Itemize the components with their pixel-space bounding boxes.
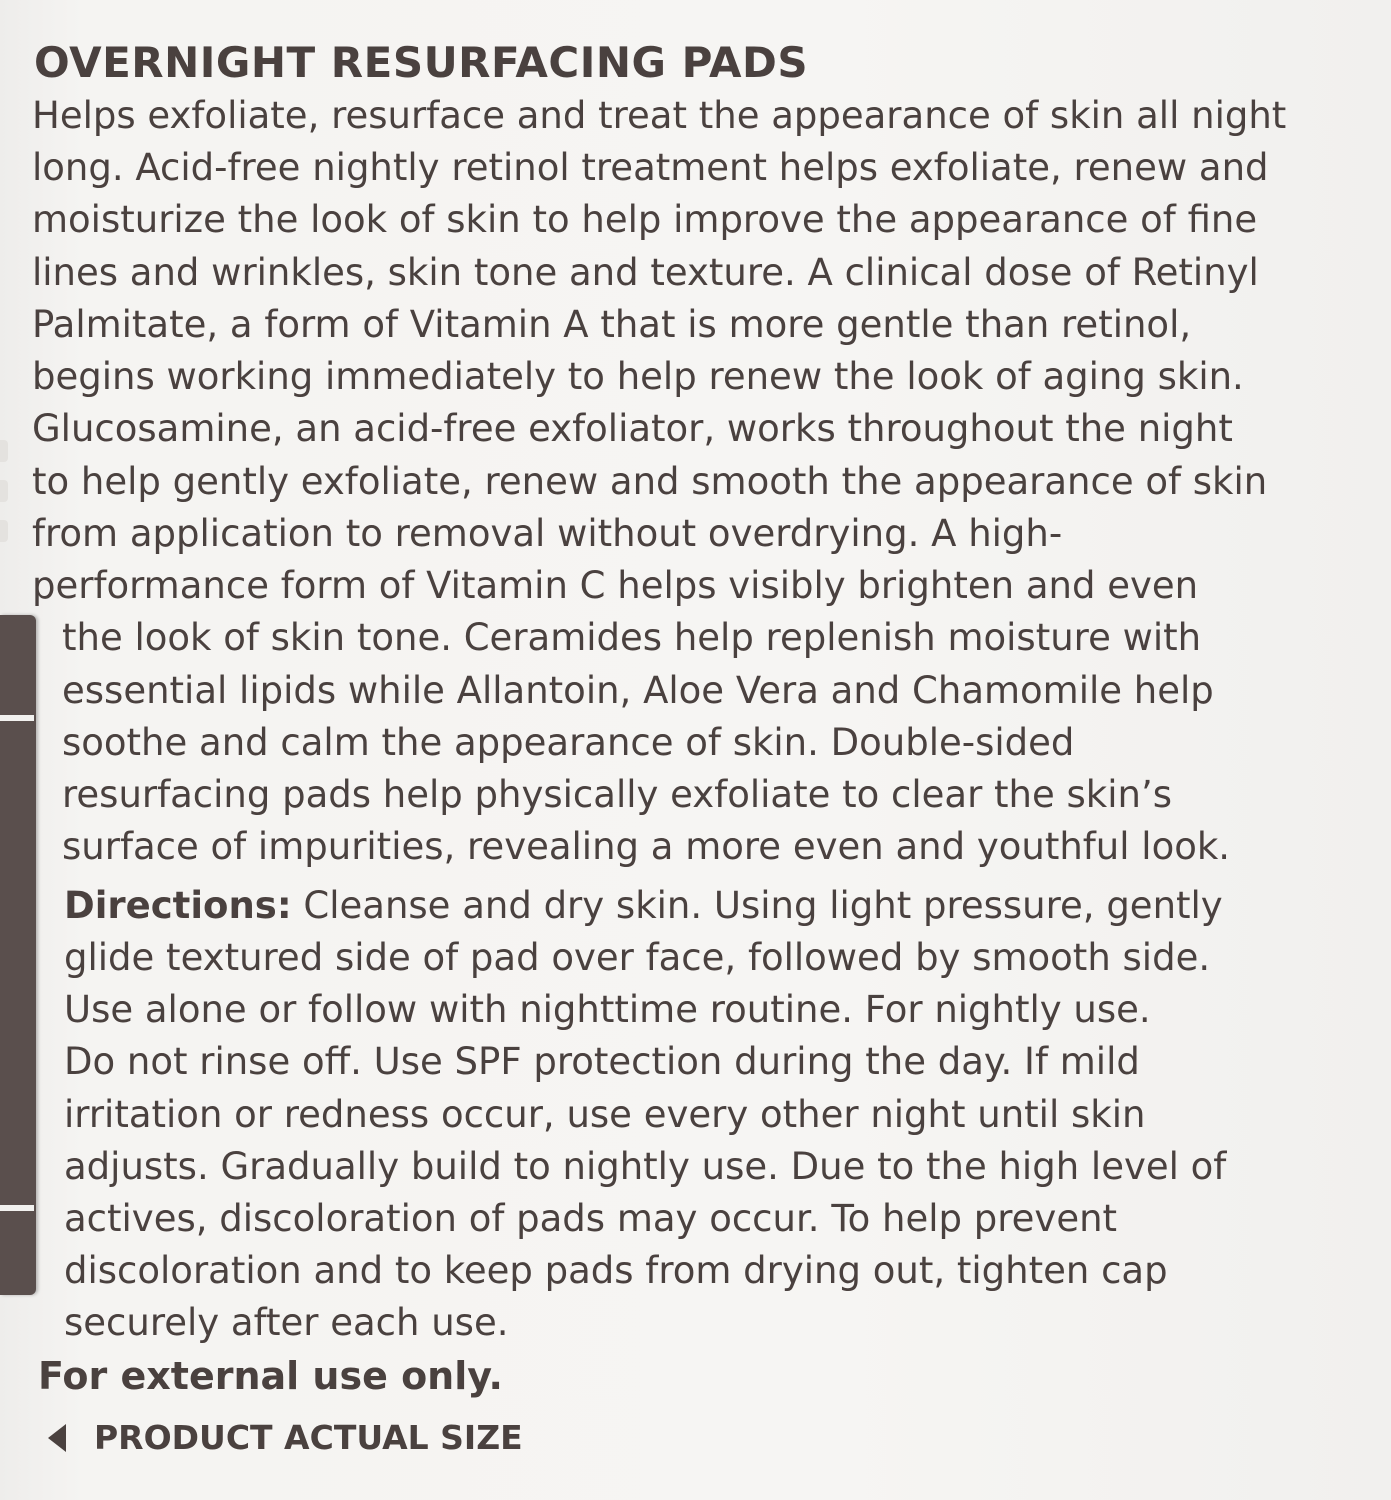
actual-size-marker (48, 1418, 523, 1457)
description-line: Palmitate, a form of Vitamin A that is more gentle than retinol, (32, 303, 1192, 346)
directions-line: glide textured side of pad over face, followed by smooth side. (64, 936, 1211, 979)
jar-edge-strip (0, 615, 36, 1295)
description-line: begins working immediately to help renew the look of aging skin. (32, 355, 1244, 398)
directions-label: Directions: (64, 884, 292, 927)
actual-size-label: PRODUCT ACTUAL SIZE (94, 1418, 523, 1457)
description-line: soothe and calm the appearance of skin. Double-sided (62, 721, 1075, 764)
description-line: surface of impurities, revealing a more even and youthful look. (62, 825, 1231, 868)
description-line: lines and wrinkles, skin tone and texture. A clinical dose of Retinyl (32, 251, 1259, 294)
description-line: from application to removal without overdrying. A high- (32, 512, 1063, 555)
description-line: resurfacing pads help physically exfoliate to clear the skin’s (62, 773, 1172, 816)
triangle-left-icon (48, 1424, 66, 1452)
description-line: the look of skin tone. Ceramides help replenish moisture with (62, 616, 1202, 659)
directions-line: actives, discoloration of pads may occur. To help prevent (64, 1197, 1118, 1240)
directions-line: adjusts. Gradually build to nightly use. Due to the high level of (64, 1145, 1227, 1188)
product-title: OVERNIGHT RESURFACING PADS (34, 38, 809, 87)
directions-first-line-text: Cleanse and dry skin. Using light pressure, gently (303, 884, 1223, 927)
description-line: essential lipids while Allantoin, Aloe Vera and Chamomile help (62, 669, 1214, 712)
directions-line: discoloration and to keep pads from drying out, tighten cap (64, 1249, 1168, 1292)
description-line: performance form of Vitamin C helps visibly brighten and even (32, 564, 1199, 607)
package-edge-marks (0, 440, 10, 560)
description-line: Glucosamine, an acid-free exfoliator, works throughout the night (32, 407, 1233, 450)
directions-line: securely after each use. (64, 1301, 509, 1344)
description-line: moisturize the look of skin to help improve the appearance of fine (32, 198, 1258, 241)
description-line: Helps exfoliate, resurface and treat the appearance of skin all night (32, 94, 1287, 137)
directions-line: irritation or redness occur, use every other night until skin (64, 1093, 1146, 1136)
description-line: to help gently exfoliate, renew and smooth the appearance of skin (32, 460, 1268, 503)
external-use-warning: For external use only. (38, 1354, 503, 1398)
directions-line: Use alone or follow with nighttime routine. For nightly use. (64, 988, 1151, 1031)
directions-first-line (64, 884, 1223, 927)
directions-line: Do not rinse off. Use SPF protection during the day. If mild (64, 1040, 1140, 1083)
description-line: long. Acid-free nightly retinol treatment helps exfoliate, renew and (32, 146, 1269, 189)
